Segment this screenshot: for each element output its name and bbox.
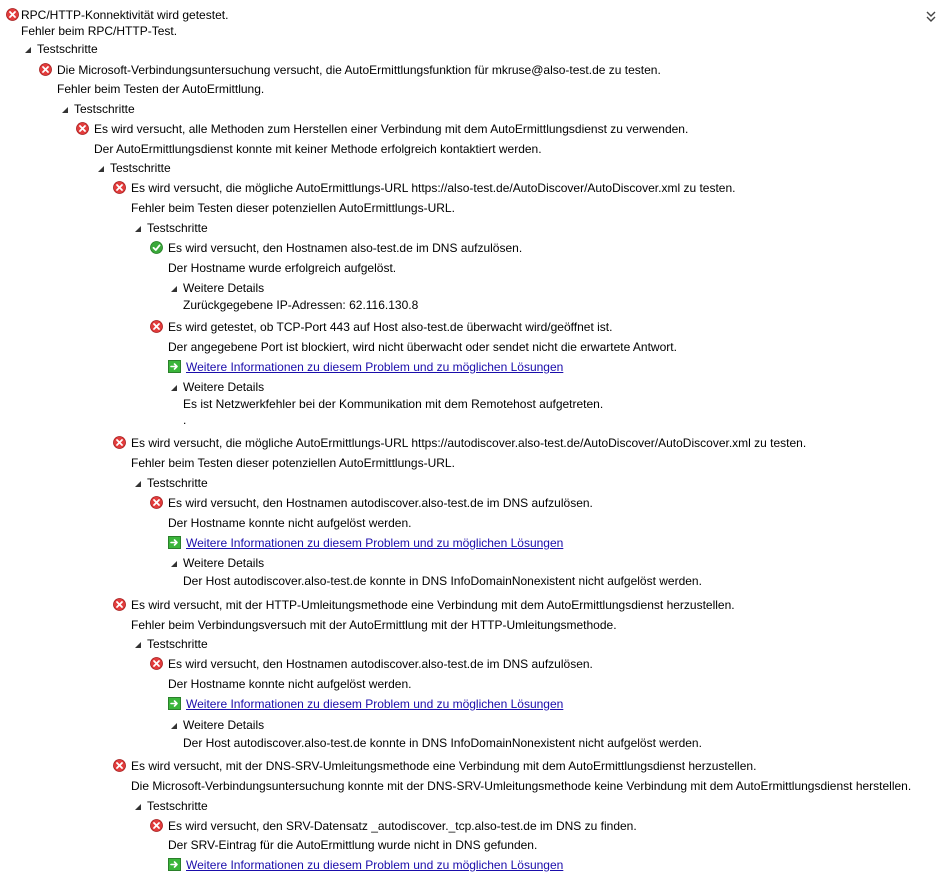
expanded-triangle-icon[interactable] bbox=[171, 278, 179, 298]
error-icon bbox=[113, 436, 126, 449]
step-result: Der SRV-Eintrag für die AutoErmittlung wurde nicht in DNS gefunden. bbox=[168, 838, 538, 852]
step-title: Es wird versucht, den Hostnamen autodiscover.also-test.de im DNS aufzulösen. bbox=[168, 657, 593, 671]
expanded-triangle-icon[interactable] bbox=[135, 634, 143, 654]
details-text: Zurückgegebene IP-Adressen: 62.116.130.8 bbox=[183, 298, 419, 312]
error-icon bbox=[113, 598, 126, 611]
steps-label: Testschritte bbox=[74, 102, 135, 116]
expanded-triangle-icon[interactable] bbox=[25, 39, 33, 59]
step-result: Fehler beim RPC/HTTP-Test. bbox=[21, 24, 178, 38]
details-label: Weitere Details bbox=[183, 556, 265, 570]
success-check-icon bbox=[150, 241, 163, 254]
step-result: Der Hostname konnte nicht aufgelöst werden. bbox=[168, 516, 412, 530]
more-info-link[interactable]: Weitere Informationen zu diesem Problem und zu möglichen Lösungen bbox=[186, 858, 564, 872]
arrow-right-icon[interactable] bbox=[168, 697, 181, 710]
expanded-triangle-icon[interactable] bbox=[98, 158, 106, 178]
error-icon bbox=[76, 122, 89, 135]
error-icon bbox=[6, 8, 19, 21]
expanded-triangle-icon[interactable] bbox=[62, 99, 70, 119]
step-title: Es wird versucht, alle Methoden zum Herstellen einer Verbindung mit dem AutoErmittlungsdienst zu verwenden. bbox=[94, 122, 689, 136]
step-title: Es wird versucht, den Hostnamen also-test.de im DNS aufzulösen. bbox=[168, 241, 523, 255]
step-result: Der angegebene Port ist blockiert, wird nicht überwacht oder sendet nicht die erwartete Antwort. bbox=[168, 340, 677, 354]
steps-label: Testschritte bbox=[147, 221, 208, 235]
details-label: Weitere Details bbox=[183, 281, 265, 295]
step-result: Fehler beim Verbindungsversuch mit der AutoErmittlung mit der HTTP-Umleitungsmethode. bbox=[131, 618, 617, 632]
step-result: Die Microsoft-Verbindungsuntersuchung konnte mit der DNS-SRV-Umleitungsmethode keine Verbindung mit dem AutoErmittlungsdienst herstellen. bbox=[131, 779, 912, 793]
steps-label: Testschritte bbox=[147, 799, 208, 813]
expanded-triangle-icon[interactable] bbox=[135, 796, 143, 816]
details-text: Es ist Netzwerkfehler bei der Kommunikation mit dem Remotehost aufgetreten. bbox=[183, 397, 604, 411]
steps-label: Testschritte bbox=[37, 42, 98, 56]
details-label: Weitere Details bbox=[183, 718, 265, 732]
details-text: . bbox=[183, 413, 187, 427]
step-result: Fehler beim Testen der AutoErmittlung. bbox=[57, 82, 265, 96]
more-info-link[interactable]: Weitere Informationen zu diesem Problem und zu möglichen Lösungen bbox=[186, 360, 564, 374]
step-result: Der AutoErmittlungsdienst konnte mit keiner Methode erfolgreich kontaktiert werden. bbox=[94, 142, 542, 156]
error-icon bbox=[150, 320, 163, 333]
step-result: Fehler beim Testen dieser potenziellen AutoErmittlungs-URL. bbox=[131, 201, 455, 215]
step-result: Der Hostname wurde erfolgreich aufgelöst. bbox=[168, 261, 397, 275]
more-info-link[interactable]: Weitere Informationen zu diesem Problem und zu möglichen Lösungen bbox=[186, 536, 564, 550]
expanded-triangle-icon[interactable] bbox=[135, 473, 143, 493]
details-text: Der Host autodiscover.also-test.de konnte in DNS InfoDomainNonexistent nicht aufgelöst werden. bbox=[183, 574, 702, 588]
error-icon bbox=[113, 759, 126, 772]
expanded-triangle-icon[interactable] bbox=[135, 218, 143, 238]
step-result: Fehler beim Testen dieser potenziellen AutoErmittlungs-URL. bbox=[131, 456, 455, 470]
collapse-all-icon[interactable] bbox=[926, 11, 938, 23]
arrow-right-icon[interactable] bbox=[168, 858, 181, 871]
step-title: Es wird versucht, mit der HTTP-Umleitungsmethode eine Verbindung mit dem AutoErmittlungsdienst herzustellen. bbox=[131, 598, 735, 612]
step-title: Es wird versucht, die mögliche AutoErmittlungs-URL https://autodiscover.also-test.de/AutoDiscover/AutoDiscover.xml zu testen. bbox=[131, 436, 807, 450]
arrow-right-icon[interactable] bbox=[168, 536, 181, 549]
error-icon bbox=[113, 181, 126, 194]
error-icon bbox=[150, 657, 163, 670]
step-title: Es wird versucht, mit der DNS-SRV-Umleitungsmethode eine Verbindung mit dem AutoErmittlungsdienst herzustellen. bbox=[131, 759, 757, 773]
step-result: Der Hostname konnte nicht aufgelöst werden. bbox=[168, 677, 412, 691]
error-icon bbox=[39, 63, 52, 76]
steps-label: Testschritte bbox=[147, 476, 208, 490]
error-icon bbox=[150, 819, 163, 832]
step-title: RPC/HTTP-Konnektivität wird getestet. bbox=[21, 8, 229, 22]
expanded-triangle-icon[interactable] bbox=[171, 377, 179, 397]
step-title: Es wird getestet, ob TCP-Port 443 auf Host also-test.de überwacht wird/geöffnet ist. bbox=[168, 320, 613, 334]
steps-label: Testschritte bbox=[147, 637, 208, 651]
step-title: Es wird versucht, den Hostnamen autodiscover.also-test.de im DNS aufzulösen. bbox=[168, 496, 593, 510]
steps-label: Testschritte bbox=[110, 161, 171, 175]
expanded-triangle-icon[interactable] bbox=[171, 715, 179, 735]
error-icon bbox=[150, 496, 163, 509]
more-info-link[interactable]: Weitere Informationen zu diesem Problem und zu möglichen Lösungen bbox=[186, 697, 564, 711]
details-text: Der Host autodiscover.also-test.de konnte in DNS InfoDomainNonexistent nicht aufgelöst werden. bbox=[183, 736, 702, 750]
expanded-triangle-icon[interactable] bbox=[171, 553, 179, 573]
details-label: Weitere Details bbox=[183, 380, 265, 394]
step-title: Es wird versucht, die mögliche AutoErmittlungs-URL https://also-test.de/AutoDiscover/AutoDiscover.xml zu testen. bbox=[131, 181, 736, 195]
arrow-right-icon[interactable] bbox=[168, 360, 181, 373]
step-title: Es wird versucht, den SRV-Datensatz _autodiscover._tcp.also-test.de im DNS zu finden. bbox=[168, 819, 637, 833]
step-title: Die Microsoft-Verbindungsuntersuchung versucht, die AutoErmittlungsfunktion für mkruse@also-test.de zu testen. bbox=[57, 63, 661, 77]
